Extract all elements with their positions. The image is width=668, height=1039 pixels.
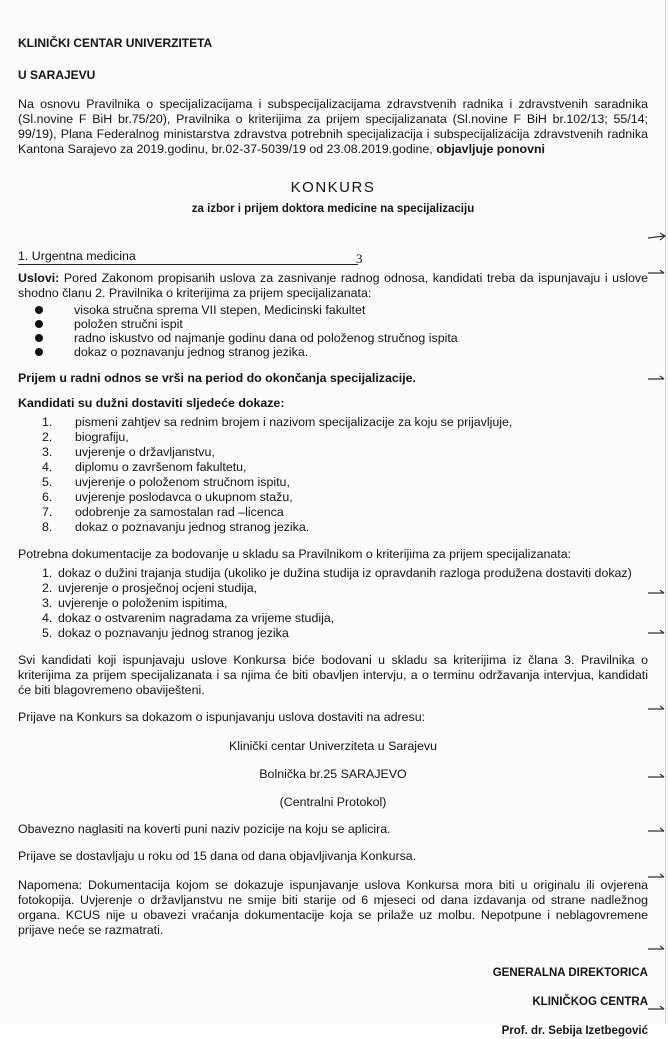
page-edge <box>665 0 666 1024</box>
employment-note: Prijem u radni odnos se vrši na period do okončanja specijalizacije. <box>18 371 417 385</box>
scoring-docs-list <box>18 566 648 641</box>
list-item <box>18 596 648 611</box>
margin-mark <box>646 826 668 836</box>
margin-mark <box>646 232 668 242</box>
list-item: položen stručni ispit <box>18 317 648 331</box>
intro-paragraph <box>18 97 648 157</box>
envelope-note: Obavezno naglasiti na koverti puni naziv pozicije na koju se aplicira. <box>18 822 391 836</box>
margin-mark <box>646 268 668 278</box>
address-line-2: Bolnička br.25 SARAJEVO <box>259 767 407 781</box>
intro-text: Na osnovu Pravilnika o specijalizacijama i subspecijalizacijama zdravstvenih radnika i zdravstvenih saradnika (Sl.novine F BiH br.75/20), Pravilnika o kriterijima za prijem specijalizanata (Sl.novine F BiH br.102/13; 55/14; 99/19), Plana Federalnog ministarstva zdravstva potrebnih specijalizacija i subspecijalizacija zdravstvenih radnika Kantona Sarajevo za 2019.godinu, br.02-37-5039/19 od 23.08.2019.godine, <box>18 97 648 156</box>
list-item: radno iskustvo od najmanje godinu dana od položenog stručnog ispita <box>18 331 648 345</box>
list-text: uvjerenje o položenom stručnom ispitu, <box>75 475 290 489</box>
list-text: diplomu o završenom fakultetu, <box>75 460 247 474</box>
specialization-row <box>18 249 648 265</box>
list-text: uvjerenje o državljanstvu, <box>75 445 215 459</box>
documents-heading: Kandidati su dužni dostaviti sljedeće dokaze: <box>18 396 285 410</box>
list-item <box>18 430 648 445</box>
institution-city: U SARAJEVU <box>18 68 96 82</box>
list-number: 4. <box>42 460 53 474</box>
list-item: visoka stručna sprema VII stepen, Medicinski fakultet <box>18 303 648 317</box>
list-item <box>18 475 648 490</box>
conditions-text: Pored Zakonom propisanih uslova za zasnivanje radnog odnosa, kandidati treba da ispunjavaju i uslove shodno članu 2. Pravilnika o kriterijima za prijem specijalizanata: <box>18 271 648 300</box>
list-item <box>18 566 648 581</box>
list-text: pismeni zahtjev sa rednim brojem i nazivom specijalizacije za koju se prijavljuje, <box>75 415 513 429</box>
list-number: 6. <box>42 490 53 504</box>
list-number: 4. <box>42 611 53 625</box>
list-item: dokaz o poznavanju jednog stranog jezika. <box>18 345 648 359</box>
document-subtitle: za izbor i prijem doktora medicine na specijalizaciju <box>191 203 475 215</box>
list-item <box>18 445 648 460</box>
institution-name: KLINIČKI CENTAR UNIVERZITETA <box>18 36 213 50</box>
list-text: dokaz o poznavanju jednog stranog jezika <box>58 626 289 640</box>
signature-title: GENERALNA DIREKTORICA <box>492 967 648 979</box>
margin-mark <box>646 628 668 638</box>
list-number: 3. <box>42 596 53 610</box>
margin-mark <box>646 588 668 598</box>
conditions-label: Uslovi: <box>18 271 60 285</box>
scoring-paragraph: Svi kandidati koji ispunjavaju uslove Konkursa biće bodovani u skladu sa kriterijima iz člana 3. Pravilnika o kriterijima za prijem specijalizanata i sa njima će biti obavljen intervju, a o terminu održavanja intervjua, kandidati će biti blagovremeno obaviješteni. <box>18 653 648 697</box>
margin-mark <box>646 374 668 384</box>
document-content <box>18 36 648 1039</box>
list-item <box>18 460 648 475</box>
list-number: 2. <box>42 581 53 595</box>
specialization-underline <box>18 264 358 265</box>
margin-mark <box>646 704 668 714</box>
list-item <box>18 505 648 520</box>
list-number: 1. <box>42 566 53 580</box>
list-number: 5. <box>42 626 53 640</box>
intro-emphasis: objavljuje ponovni <box>436 142 545 156</box>
list-item <box>18 415 648 430</box>
documents-list <box>18 415 648 535</box>
conditions-paragraph <box>18 271 648 301</box>
signature-organization: KLINIČKOG CENTRA <box>532 996 648 1008</box>
address-intro: Prijave na Konkurs sa dokazom o ispunjavanju uslova dostaviti na adresu: <box>18 710 426 724</box>
list-item <box>18 581 648 596</box>
specialization-label: 1. Urgentna medicina <box>18 249 136 263</box>
list-number: 2. <box>42 430 53 444</box>
list-number: 3. <box>42 445 53 459</box>
list-text: uvjerenje o položenim ispitima, <box>58 596 228 610</box>
list-text: uvjerenje o prosječnoj ocjeni studija, <box>58 581 258 595</box>
address-line-3: (Centralni Protokol) <box>279 795 387 809</box>
deadline-note: Prijave se dostavljaju u roku od 15 dana od dana objavljivanja Konkursa. <box>18 849 417 863</box>
list-number: 1. <box>42 415 53 429</box>
list-number: 7. <box>42 505 53 519</box>
margin-mark <box>646 944 668 954</box>
address-line-1: Klinički centar Univerziteta u Sarajevu <box>229 739 437 753</box>
margin-mark <box>646 1004 668 1014</box>
list-number: 8. <box>42 520 53 534</box>
list-text: biografiju, <box>75 430 129 444</box>
list-item <box>18 626 648 641</box>
list-number: 5. <box>42 475 53 489</box>
margin-mark <box>646 772 668 782</box>
margin-mark <box>646 872 668 882</box>
specialization-count: 3 <box>356 251 363 266</box>
list-text: odobrenje za samostalan rad –licenca <box>75 505 284 519</box>
list-text: dokaz o ostvarenim nagradama za vrijeme studija, <box>58 611 335 625</box>
list-text: dokaz o dužini trajanja studija (ukoliko je dužina studija iz opravdanih razloga produžena dostaviti dokaz) <box>58 566 632 580</box>
document-title: KONKURS <box>290 179 376 196</box>
list-text: dokaz o poznavanju jednog stranog jezika. <box>75 520 310 534</box>
list-item <box>18 490 648 505</box>
conditions-list <box>18 303 648 359</box>
signature-name: Prof. dr. Sebija Izetbegović <box>501 1025 648 1037</box>
scoring-heading: Potrebna dokumentacije za bodovanje u skladu sa Pravilnikom o kriterijima za prijem specijalizanata: <box>18 547 572 561</box>
list-item <box>18 520 648 535</box>
list-text: uvjerenje poslodavca o ukupnom stažu, <box>75 490 293 504</box>
remark-paragraph: Napomena: Dokumentacija kojom se dokazuje ispunjavanje uslova Konkursa mora biti u originalu ili ovjerena fotokopija. Uvjerenje o državljanstvu ne smije biti starije od 6 mjeseci od dana izdavanja od strane nadležnog organa. KCUS nije u obavezi vraćanja dokumentacije koja se prilaže uz molbu. Nepotpune i neblagovremene prijave neće se razmatrati. <box>18 878 648 937</box>
list-item <box>18 611 648 626</box>
